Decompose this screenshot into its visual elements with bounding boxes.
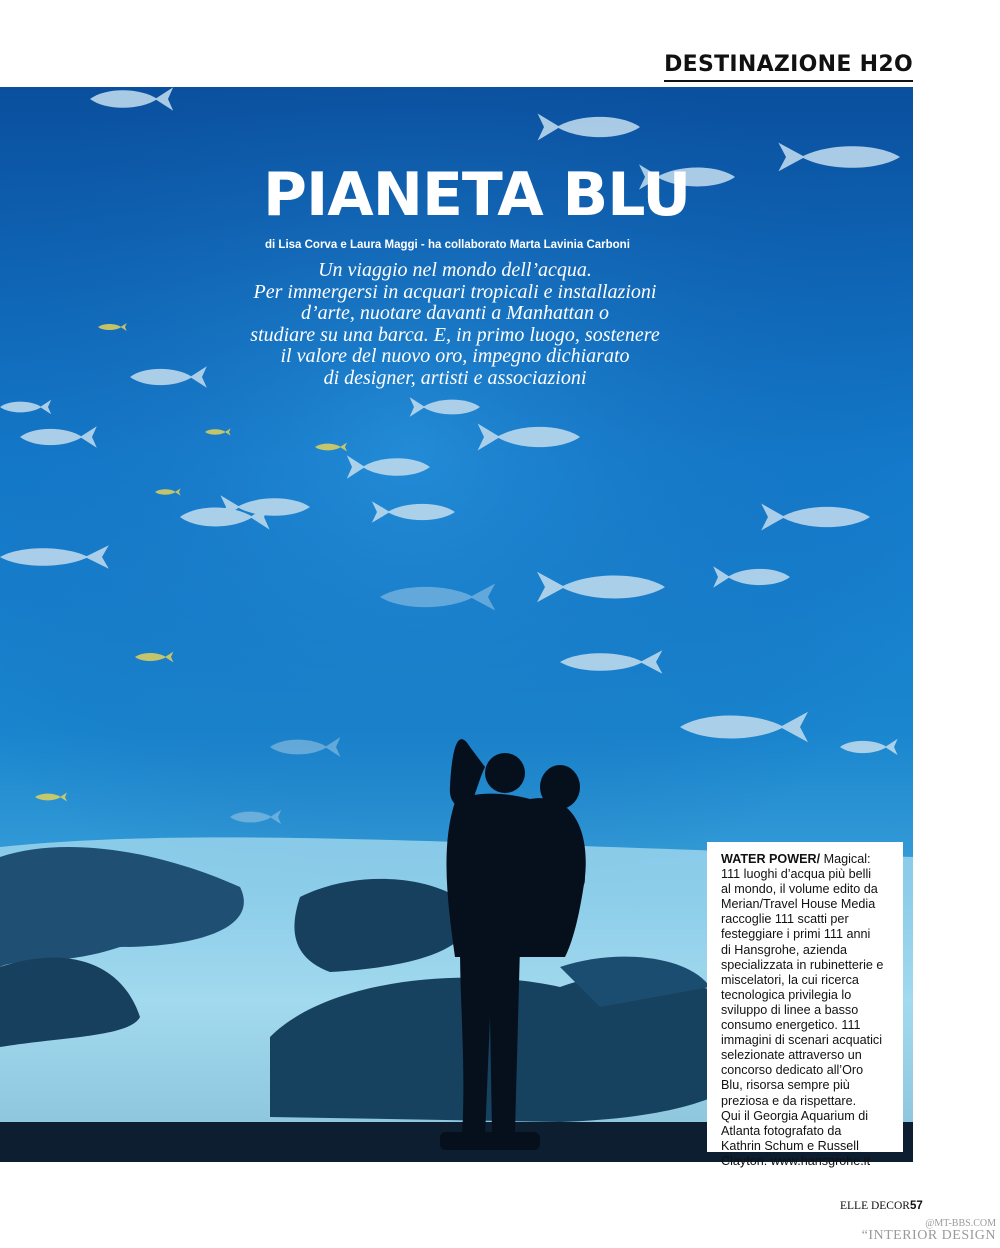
intro-line: Per immergersi in acquari tropicali e installazioni — [253, 280, 657, 303]
watermark-line: @MT-BBS.COM — [925, 1218, 996, 1229]
caption-line: preziosa e da rispettare. — [721, 1093, 857, 1108]
watermark — [862, 1218, 996, 1242]
section-label: DESTINAZIONE H2O — [664, 52, 913, 82]
caption-line: Kathrin Schum e Russell — [721, 1138, 859, 1153]
caption-line: festeggiare i primi 111 anni — [721, 927, 871, 942]
intro-line: studiare su una barca. E, in primo luogo, sostenere — [250, 323, 660, 346]
caption-heading: WATER POWER/ — [721, 852, 821, 866]
caption-line: specializzata in rubinetterie e — [721, 957, 884, 972]
caption-line: Atlanta fotografato da — [721, 1123, 842, 1138]
magazine-name: ELLE DECOR — [840, 1200, 910, 1212]
caption-line: Qui il Georgia Aquarium di — [721, 1108, 868, 1123]
caption-line: al mondo, il volume edito da — [721, 882, 878, 897]
intro-line: di designer, artisti e associazioni — [323, 366, 587, 389]
caption-line: Clayton. www.hansgrohe.it — [721, 1153, 871, 1168]
page-folio — [840, 1200, 923, 1212]
caption-line: raccoglie 111 scatti per — [721, 912, 849, 927]
caption-line: miscelatori, la cui ricerca — [721, 972, 859, 987]
intro-line: d’arte, nuotare davanti a Manhattan o — [300, 302, 610, 324]
page-number: 57 — [909, 1200, 923, 1212]
caption-line: 111 luoghi d’acqua più belli — [721, 867, 872, 882]
intro-line: Un viaggio nel mondo dell’acqua. — [318, 259, 592, 281]
caption-first-line — [721, 852, 903, 867]
caption-line: di Hansgrohe, azienda — [721, 942, 848, 957]
caption-line: selezionate attraverso un — [721, 1048, 862, 1063]
caption-line: sviluppo di linee a basso — [721, 1002, 859, 1017]
article-intro — [205, 260, 705, 389]
photo-caption-box — [707, 842, 903, 1168]
caption-line: Merian/Travel House Media — [721, 897, 876, 912]
caption-line: tecnologica privilegia lo — [721, 987, 852, 1002]
caption-first-word: Magical: — [820, 852, 871, 866]
article-byline: di Lisa Corva e Laura Maggi - ha collaborato Marta Lavinia Carboni — [265, 239, 630, 251]
caption-line: concorso dedicato all’Oro — [721, 1063, 864, 1078]
caption-line: consumo energetico. 111 — [721, 1018, 861, 1033]
caption-line: Blu, risorsa sempre più — [721, 1078, 850, 1093]
intro-line: il valore del nuovo oro, impegno dichiarato — [280, 345, 630, 367]
caption-line: immagini di scenari acquatici — [721, 1033, 882, 1048]
watermark-line: “INTERIOR DESIGN — [861, 1228, 996, 1243]
article-title: PIANETA BLU — [263, 160, 691, 230]
